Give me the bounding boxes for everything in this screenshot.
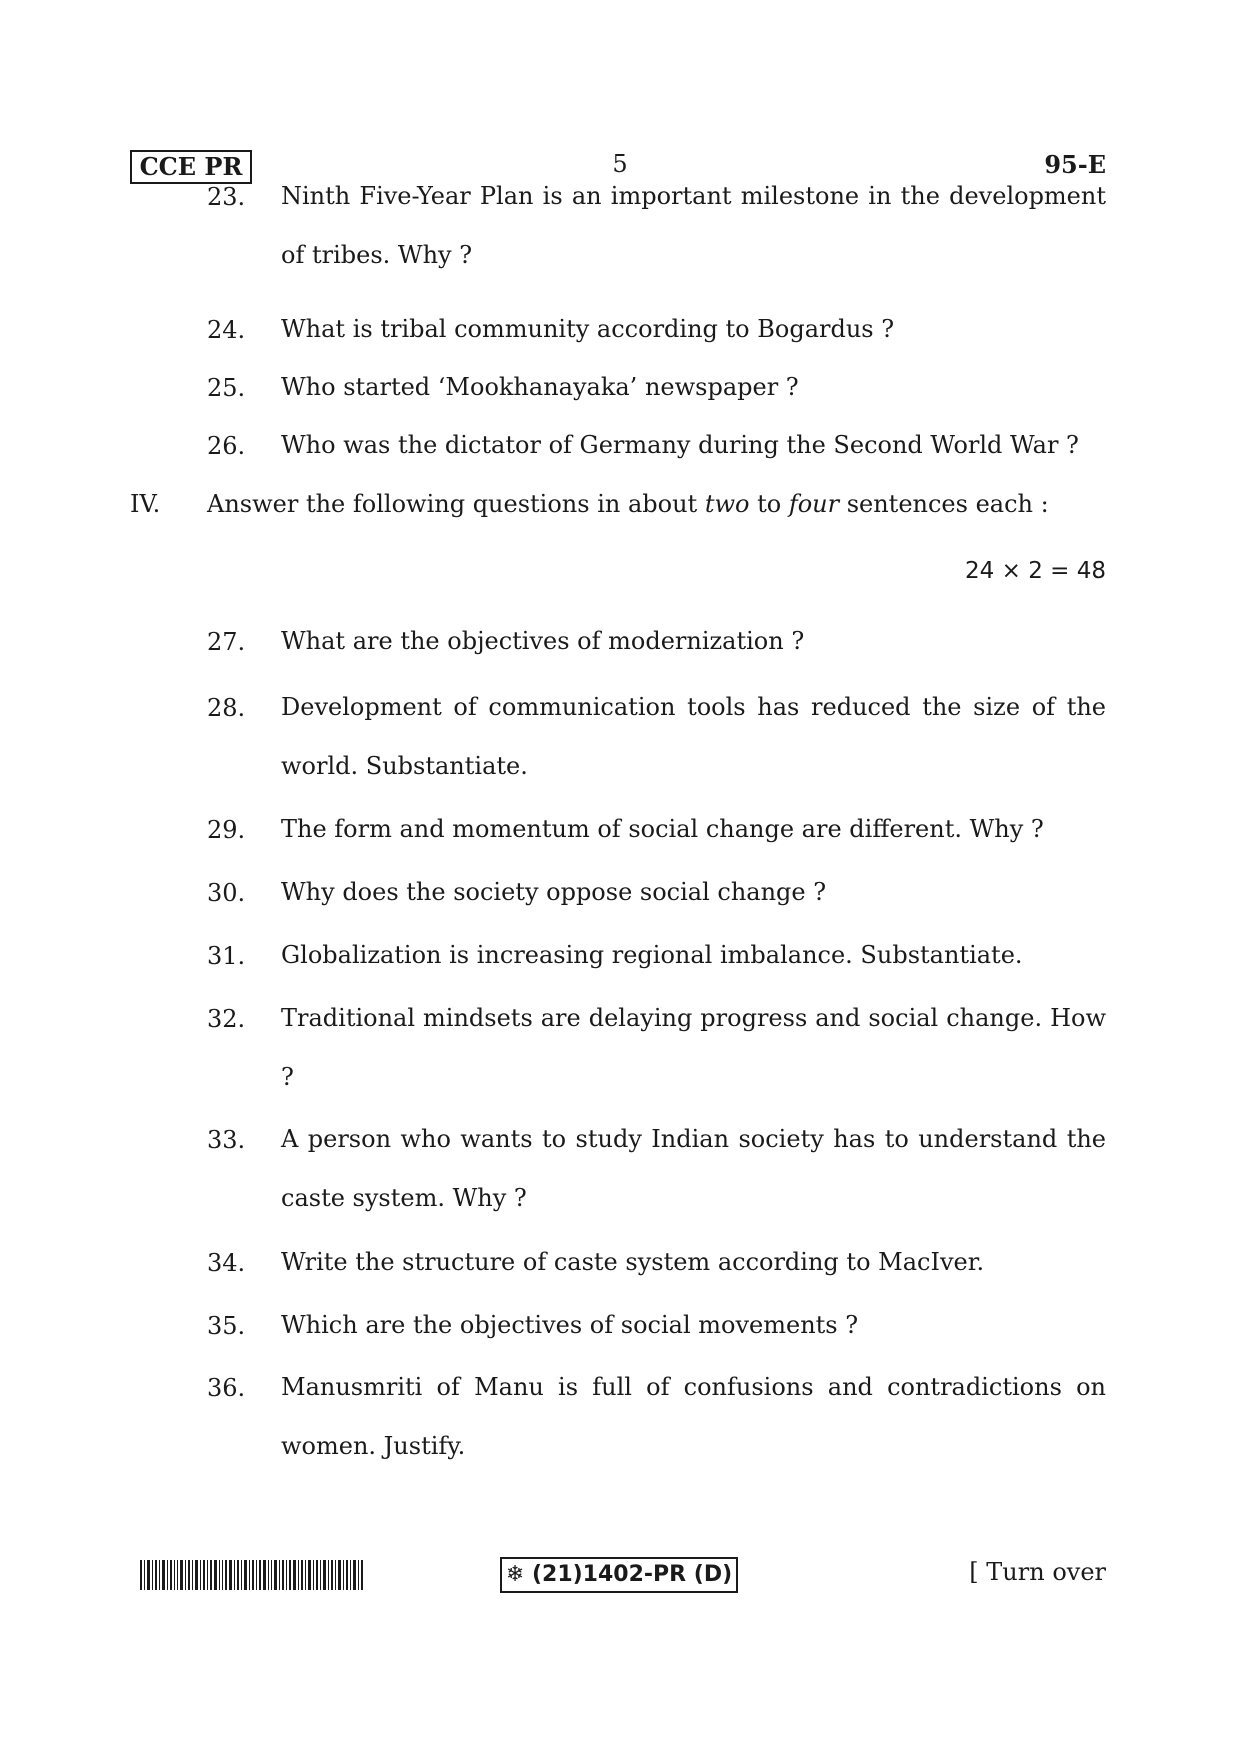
section-number: IV. xyxy=(130,490,161,518)
question-number: 32. xyxy=(207,1005,246,1033)
turn-over-label: [ Turn over xyxy=(969,1558,1106,1586)
paper-code: 95-E xyxy=(1044,150,1106,179)
question-number: 23. xyxy=(207,183,246,211)
question-text: Development of communication tools has reduced the size of the world. Substantiate. xyxy=(281,693,1106,780)
page-number: 5 xyxy=(612,150,628,178)
question-text: Globalization is increasing regional imbalance. Substantiate. xyxy=(281,941,1023,969)
question-text: A person who wants to study Indian society has to understand the caste system. Why ? xyxy=(281,1125,1106,1212)
question-number: 35. xyxy=(207,1312,246,1340)
question-number: 33. xyxy=(207,1126,246,1154)
question-number: 34. xyxy=(207,1249,246,1277)
question-text: The form and momentum of social change are different. Why ? xyxy=(281,815,1044,843)
question-number: 24. xyxy=(207,316,246,344)
question-number: 25. xyxy=(207,374,246,402)
question-text: Manusmriti of Manu is full of confusions and contradictions on women. Justify. xyxy=(281,1373,1106,1460)
question-number: 29. xyxy=(207,816,246,844)
question-number: 28. xyxy=(207,694,246,722)
barcode-graphic xyxy=(140,1560,365,1590)
question-text: Ninth Five-Year Plan is an important milestone in the development of tribes. Why ? xyxy=(281,182,1106,269)
question-number: 31. xyxy=(207,942,246,970)
section-instruction: Answer the following questions in about two to four sentences each : xyxy=(207,490,1049,518)
question-text: Traditional mindsets are delaying progress and social change. How ? xyxy=(281,1004,1106,1091)
question-number: 27. xyxy=(207,628,246,656)
question-text: Who was the dictator of Germany during the Second World War ? xyxy=(281,431,1079,459)
footer-code-box: ❄ (21)1402-PR (D) xyxy=(500,1557,738,1593)
question-item xyxy=(207,183,1107,301)
question-text: Write the structure of caste system according to MacIver. xyxy=(281,1248,985,1276)
question-number: 36. xyxy=(207,1374,246,1402)
question-text: Why does the society oppose social change ? xyxy=(281,878,827,906)
header-box-label: CCE PR xyxy=(130,150,252,184)
question-number: 30. xyxy=(207,879,246,907)
section-marks: 24 × 2 = 48 xyxy=(965,558,1106,584)
question-text: What are the objectives of modernization ? xyxy=(281,627,805,655)
question-text: Which are the objectives of social movements ? xyxy=(281,1311,859,1339)
question-number: 26. xyxy=(207,432,246,460)
question-text: What is tribal community according to Bogardus ? xyxy=(281,315,895,343)
question-text: Who started ‘Mookhanayaka’ newspaper ? xyxy=(281,373,799,401)
